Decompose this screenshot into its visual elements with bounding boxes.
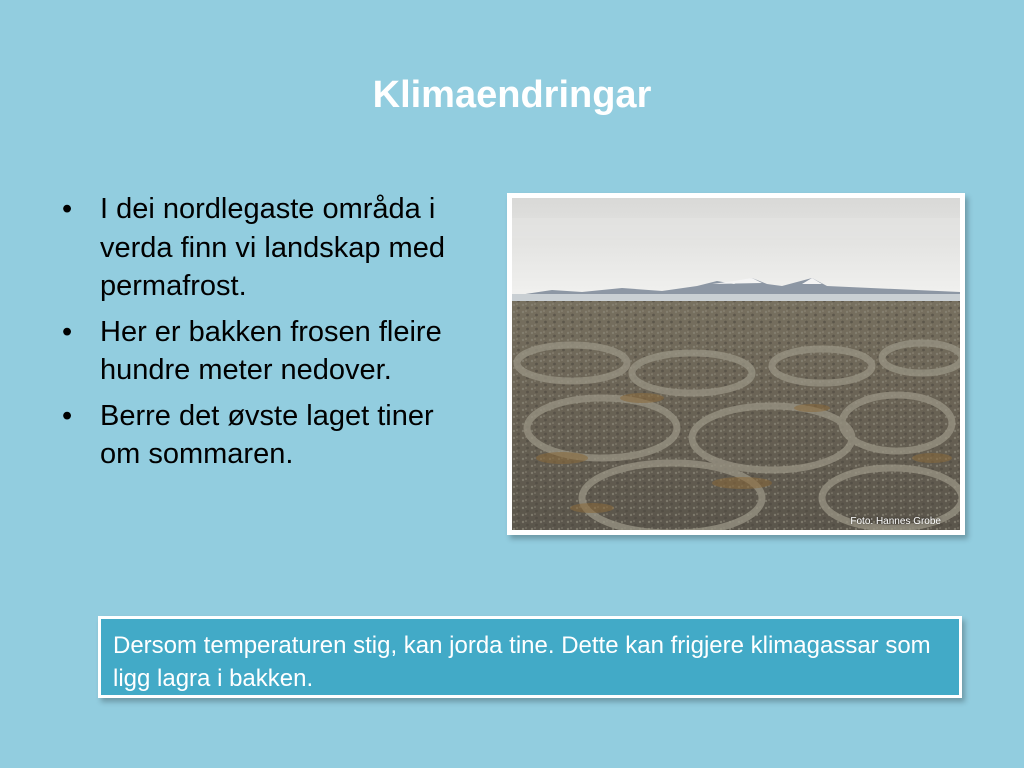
bullet-item bbox=[58, 190, 458, 306]
bullet-text: Her er bakken frosen fleire hundre meter nedover. bbox=[100, 315, 442, 386]
bullet-text: I dei nordlegaste områda i verda finn vi landskap med permafrost. bbox=[100, 193, 445, 302]
callout-box bbox=[98, 616, 962, 698]
permafrost-landscape-image bbox=[512, 198, 960, 530]
bullet-text: Berre det øvste laget tiner om sommaren. bbox=[100, 399, 434, 470]
bullet-item bbox=[58, 397, 458, 474]
bullet-symbol: • bbox=[62, 399, 73, 432]
callout-text: Dersom temperaturen stig, kan jorda tine. Dette kan frigjere klimagassar som ligg lagra i bakken. bbox=[113, 632, 931, 692]
photo-credit: Foto: Hannes Grobe bbox=[850, 516, 941, 527]
slide-title: Klimaendringar bbox=[372, 74, 652, 116]
bullet-symbol: • bbox=[62, 193, 73, 225]
bullet-list bbox=[58, 190, 458, 481]
permafrost-photo bbox=[507, 193, 965, 535]
bullet-symbol: • bbox=[62, 315, 73, 348]
bullet-item bbox=[58, 313, 458, 390]
